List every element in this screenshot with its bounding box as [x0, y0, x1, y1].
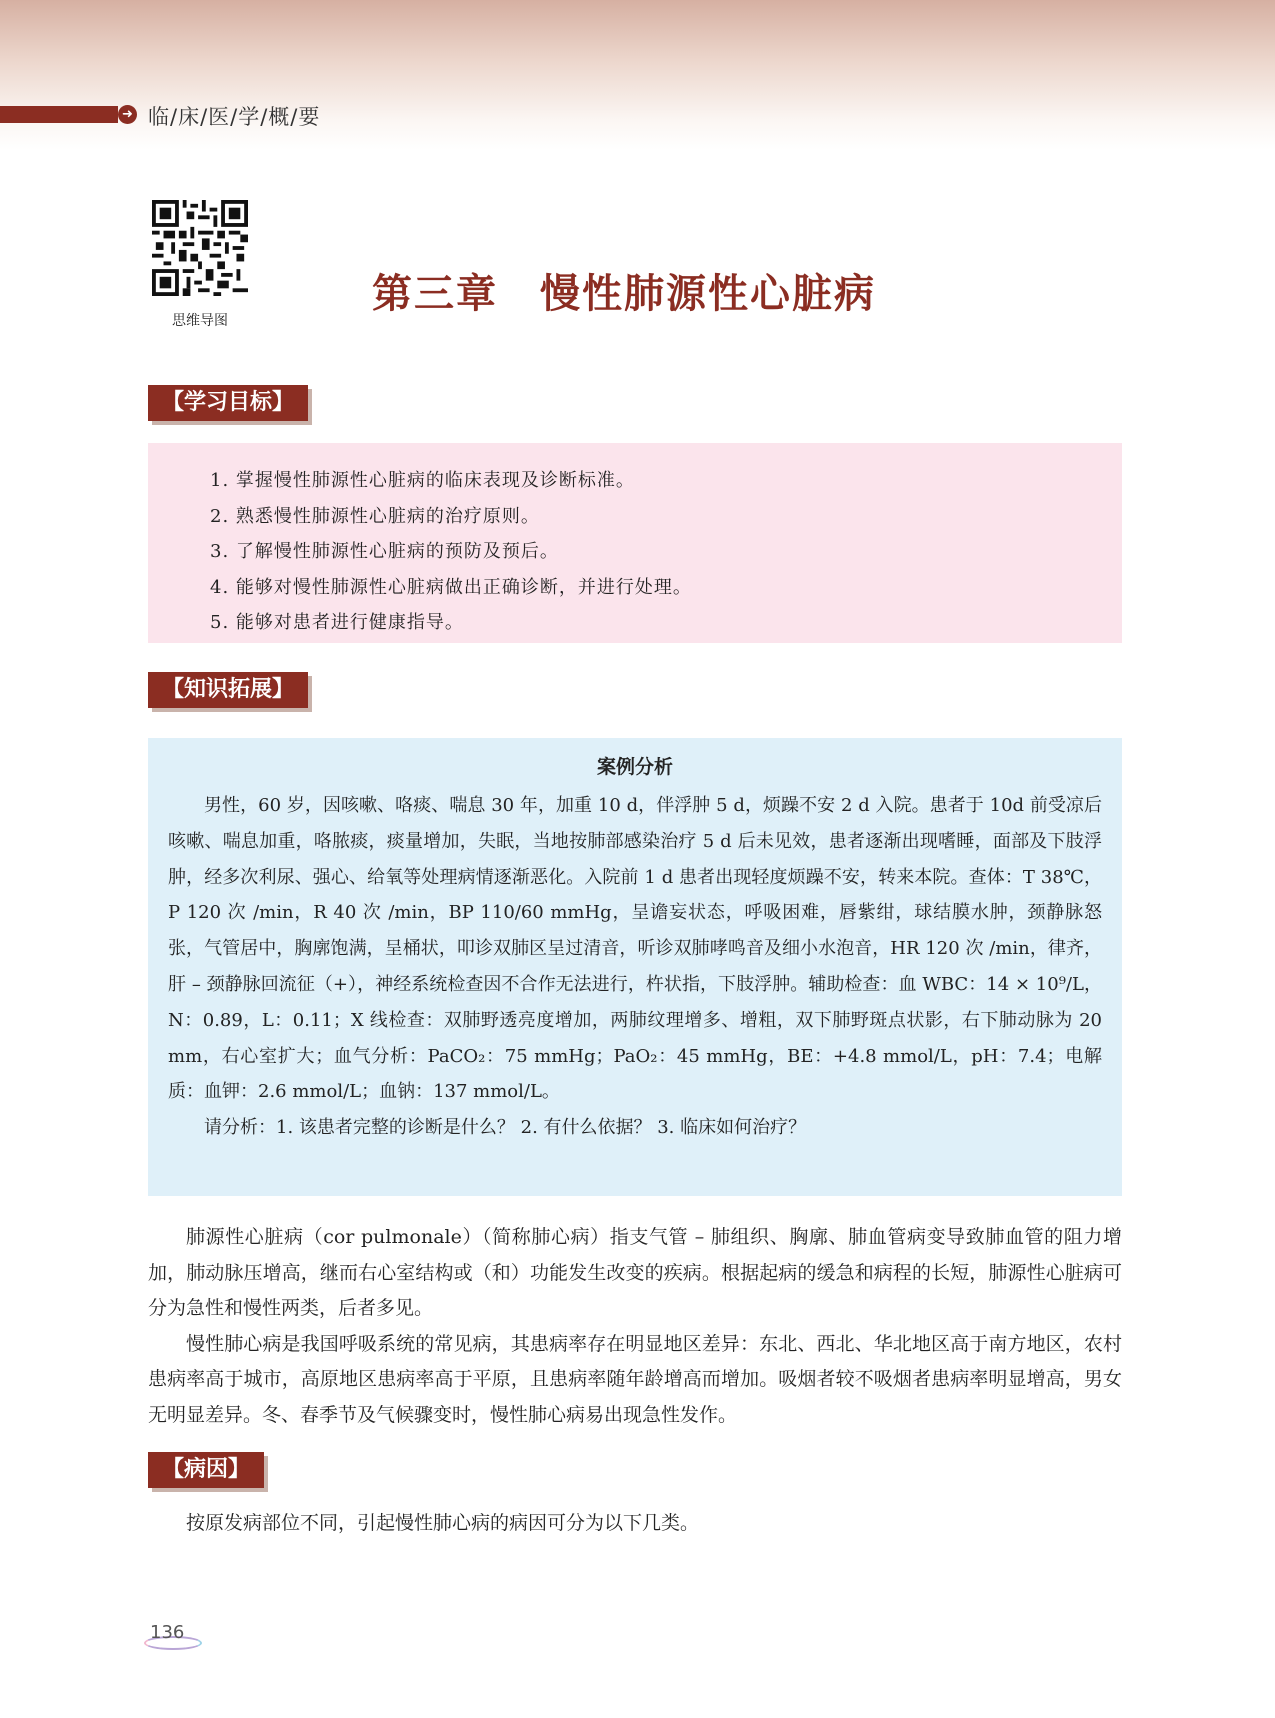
- header-bar: [0, 106, 118, 123]
- objective-item: 1. 掌握慢性肺源性心脏病的临床表现及诊断标准。: [210, 470, 635, 491]
- arrow-right-circle-icon: ➜: [118, 105, 137, 124]
- objective-item: 2. 熟悉慢性肺源性心脏病的治疗原则。: [210, 505, 540, 527]
- etiology-heading: 【病因】: [148, 1452, 264, 1488]
- paragraph-definition: 肺源性心脏病（cor pulmonale）（简称肺心病）指支气管 – 肺组织、胸廓、肺血管病变导致肺血管的阻力增加，肺动脉压增高，继而右心室结构或（和）功能发生改变的疾病。根据起病的缓急和病程的长短，肺源性心脏病可分为急性和慢性两类，后者多见。: [148, 1226, 1122, 1319]
- qr-label: 思维导图: [172, 313, 228, 329]
- objective-item: 5. 能够对患者进行健康指导。: [210, 612, 464, 633]
- chapter-title: 第三章 慢性肺源性心脏病: [372, 270, 876, 317]
- case-title: 案例分析: [596, 756, 673, 778]
- case-question: 请分析：1. 该患者完整的诊断是什么？ 2. 有什么依据？ 3. 临床如何治疗？: [204, 1117, 807, 1139]
- case-text: [168, 788, 1102, 1146]
- case-description: 男性，60 岁，因咳嗽、咯痰、喘息 30 年，加重 10 d，伴浮肿 5 d，烦躁不安 2 d 入院。患者于 10d 前受凉后咳嗽、喘息加重，咯脓痰，痰量增加，失眠，当地按肺部感染治疗 5 d 后未见效，患者逐渐出现嗜睡，面部及下肢浮肿，经多次利尿、强心、给氧等处理病情逐渐恶化。入院前 1 d 患者出现轻度烦躁不安，转来本院。查体：T 38℃，P 120 次 /min，R 40 次 /min，BP 110/60 mmHg，呈谵妄状态，呼吸困难，唇紫绀，球结膜水肿，颈静脉怒张，气管居中，胸廓饱满，呈桶状，叩诊双肺区呈过清音，听诊双肺哮鸣音及细小水泡音，HR 120 次 /min，律齐，肝 – 颈静脉回流征（+），神经系统检查因不合作无法进行，杵状指，下肢浮肿。辅助检查：血 WBC：14 × 10⁹/L，N：0.89，L：0.11；X 线检查：双肺野透亮度增加，两肺纹理增多、增粗，双下肺野斑点状影，右下肺动脉为 20 mm，右心室扩大；血气分析：PaCO₂：75 mmHg；PaO₂：45 mmHg，BE：+4.8 mmol/L，pH：7.4；电解质：血钾：2.6 mmol/L；血钠：137 mmol/L。: [168, 795, 1102, 1103]
- qr-code-icon[interactable]: [152, 200, 248, 296]
- paragraph-epidemiology: 慢性肺心病是我国呼吸系统的常见病，其患病率存在明显地区差异：东北、西北、华北地区高于南方地区，农村患病率高于城市，高原地区患病率高于平原，且患病率随年龄增高而增加。吸烟者较不吸烟者患病率明显增高，男女无明显差异。冬、春季节及气候骤变时，慢性肺心病易出现急性发作。: [148, 1332, 1122, 1426]
- objective-item: 4. 能够对慢性肺源性心脏病做出正确诊断，并进行处理。: [210, 576, 692, 598]
- etiology-text: [148, 1506, 1122, 1542]
- page-number: 136: [150, 1622, 185, 1643]
- body-text: [148, 1220, 1122, 1433]
- book-title: 临/床/医/学/概/要: [148, 105, 321, 129]
- objectives-box: [148, 443, 1122, 643]
- objectives-heading: 【学习目标】: [148, 385, 308, 421]
- knowledge-heading: 【知识拓展】: [148, 672, 308, 708]
- objective-item: 3. 了解慢性肺源性心脏病的预防及预后。: [210, 541, 559, 562]
- paragraph-etiology: 按原发病部位不同，引起慢性肺心病的病因可分为以下几类。: [186, 1512, 700, 1534]
- case-analysis-box: [148, 738, 1122, 1196]
